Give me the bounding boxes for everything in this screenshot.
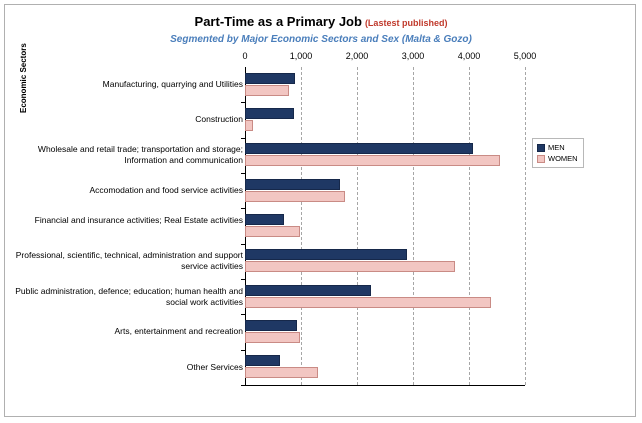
bar-men — [245, 320, 297, 331]
bar-men — [245, 214, 284, 225]
x-tick-label: 0 — [242, 51, 248, 61]
x-tick-label: 3,000 — [401, 51, 425, 61]
bar-group — [15, 244, 525, 279]
bar-women — [245, 155, 500, 166]
bar-group — [186, 350, 525, 385]
category-label: Manufacturing, quarrying and Utilities — [102, 79, 243, 90]
category-label: Arts, entertainment and recreation — [114, 326, 243, 337]
chart-title-block — [5, 13, 637, 31]
bar-women — [245, 261, 455, 272]
category-label: Accomodation and food service activities — [89, 185, 243, 196]
x-tick-label: 5,000 — [513, 51, 537, 61]
title-suffix: (Lastest published) — [364, 18, 448, 28]
category-label: Professional, scientific, technical, administration and support service activities — [15, 250, 243, 272]
bar-men — [245, 108, 294, 119]
bar-group — [114, 314, 525, 349]
legend-swatch-men-icon — [537, 144, 545, 152]
category-label: Construction — [195, 114, 243, 125]
gridline-5000 — [525, 67, 526, 385]
x-tick-label: 4,000 — [457, 51, 481, 61]
chart-legend — [532, 138, 584, 168]
bar-group — [102, 67, 525, 102]
bar-women — [245, 85, 289, 96]
category-label: Public administration, defence; education; human health and social work activities — [15, 285, 243, 307]
legend-swatch-women-icon — [537, 155, 545, 163]
category-label: Financial and insurance activities; Real Estate activities — [34, 214, 243, 225]
x-axis-line — [245, 385, 525, 386]
bar-women — [245, 367, 318, 378]
bar-men — [245, 179, 340, 190]
x-tick-label: 2,000 — [345, 51, 369, 61]
bar-group — [89, 173, 525, 208]
x-tick-label: 1,000 — [289, 51, 313, 61]
bar-group — [15, 279, 525, 314]
bar-group — [37, 138, 525, 173]
bar-group — [34, 208, 525, 243]
bar-men — [245, 285, 371, 296]
chart-frame — [4, 4, 636, 417]
category-label: Wholesale and retail trade; transportation and storage; Information and communication — [37, 144, 243, 166]
legend-item-men — [537, 142, 578, 153]
chart-subtitle: Segmented by Major Economic Sectors and Sex (Malta & Gozo) — [170, 34, 472, 45]
legend-item-women — [537, 153, 578, 164]
legend-label-women: WOMEN — [548, 154, 578, 163]
bar-women — [245, 191, 345, 202]
category-label: Other Services — [186, 361, 243, 372]
page-title: Part-Time as a Primary Job — [194, 14, 362, 29]
bar-men — [245, 249, 407, 260]
bar-women — [245, 332, 300, 343]
bar-women — [245, 297, 491, 308]
bar-men — [245, 143, 473, 154]
category-tick — [241, 385, 245, 386]
bar-women — [245, 226, 300, 237]
y-axis-label: Economic Sectors — [19, 43, 28, 113]
bar-men — [245, 355, 280, 366]
legend-label-men: MEN — [548, 143, 565, 152]
bar-group — [195, 102, 525, 137]
bar-men — [245, 73, 295, 84]
bar-women — [245, 120, 253, 131]
